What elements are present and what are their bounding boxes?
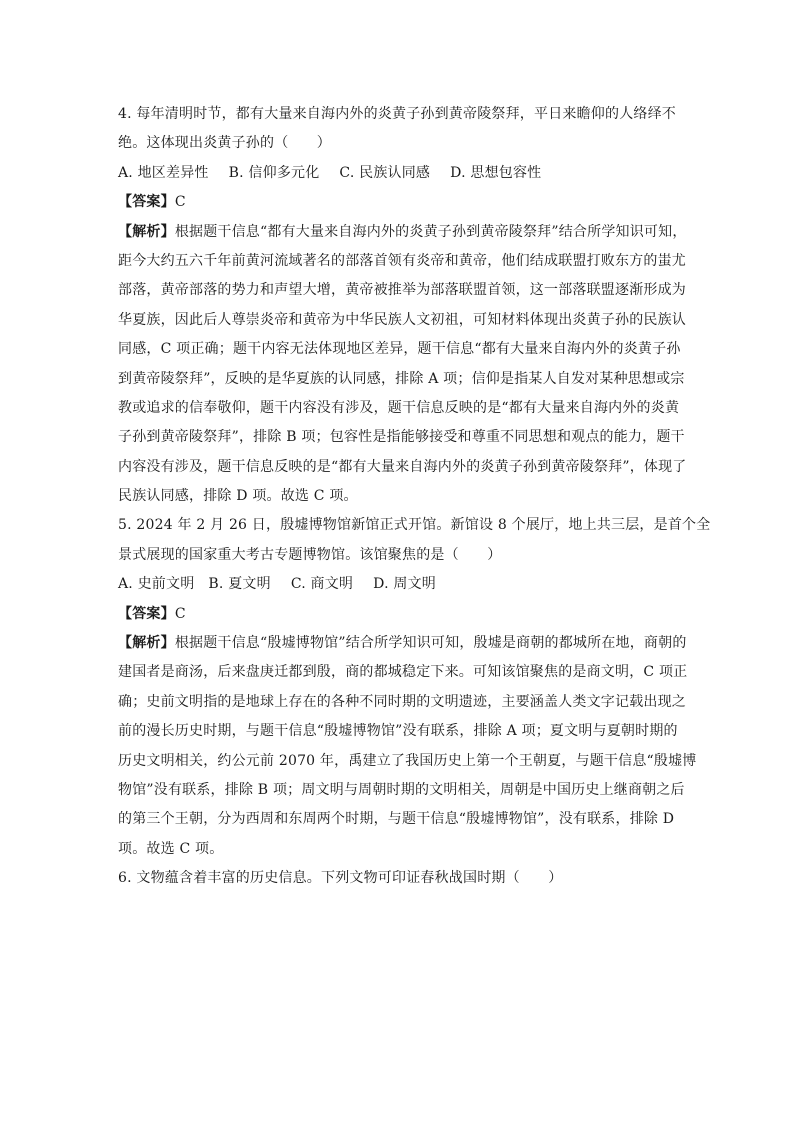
q4-analysis-line-9: 内容没有涉及，题干信息反映的是“都有大量来自海内外的炎黄子孙到黄帝陵祭拜”，体现了 [118,458,687,475]
q5-analysis-text-1: 根据题干信息“殷墟博物馆”结合所学知识可知，殷墟是商朝的都城所在地，商朝的 [174,635,687,652]
q5-answer-value: C [174,605,186,622]
q4-analysis-line-10: 民族认同感，排除 D 项。故选 C 项。 [118,488,358,505]
q4-analysis-line-3: 部落，黄帝部落的势力和声望大增，黄帝被推举为部落联盟首领，这一部落联盟逐渐形成为 [118,282,686,299]
q4-option-d: D. 思想包容性 [450,164,542,181]
q4-analysis-tag: 【解析】 [118,223,175,240]
q5-option-d: D. 周文明 [373,576,436,593]
q5-analysis-line-2: 建国者是商汤，后来盘庚迁都到殷，商的都城稳定下来。可知该馆聚焦的是商文明，C 项正 [118,664,688,681]
q4-stem-line-2: 绝。这体现出炎黄子孙的（ ） [118,135,331,152]
q5-analysis-tag: 【解析】 [118,635,175,652]
q5-option-c: C. 商文明 [290,576,354,593]
q4-stem-line-1: 4. 每年清明时节，都有大量来自海内外的炎黄子孙到黄帝陵祭拜，平日来瞻仰的人络绎不 [118,106,677,122]
q4-option-b: B. 信仰多元化 [228,164,320,181]
q4-answer-value: C [174,194,186,211]
q4-analysis-line-5: 同感，C 项正确；题干内容无法体现地区差异，题干信息“都有大量来自海内外的炎黄子孙 [118,341,681,358]
q6-stem-line-1: 6. 文物蕴含着丰富的历史信息。下列文物可印证春秋战国时期（ ） [118,870,563,887]
q4-analysis-line-1 [118,218,687,247]
q5-analysis-line-4: 前的漫长历史时期，与题干信息“殷墟博物馆”没有联系，排除 A 项；夏文明与夏朝时期的 [118,723,678,740]
q4-analysis-line-6: 到黄帝陵祭拜”，反映的是华夏族的认同感，排除 A 项；信仰是指某人自发对某种思想或宗 [118,370,685,387]
q4-option-c: C. 民族认同感 [339,164,431,181]
q5-options [118,570,678,599]
q5-analysis-line-7: 的第三个王朝，分为西周和东周两个时期，与题干信息“殷墟博物馆”，没有联系，排除 D [118,811,675,828]
q5-analysis-line-8: 项。故选 C 项。 [118,840,224,857]
q5-option-a: A. 史前文明 [118,576,195,593]
q4-analysis-line-8: 子孙到黄帝陵祭拜”，排除 B 项；包容性是指能够接受和尊重不同思想和观点的能力，题干 [118,429,685,446]
q4-analysis-text-1: 根据题干信息“都有大量来自海内外的炎黄子孙到黄帝陵祭拜”结合所学知识可知， [174,223,687,240]
q4-analysis-line-2: 距今大约五六千年前黄河流域著名的部落首领有炎帝和黄帝，他们结成联盟打败东方的蚩尤 [118,252,686,269]
q4-option-a: A. 地区差异性 [118,164,209,181]
q5-answer-tag: 【答案】 [118,605,175,622]
q5-answer [118,600,678,629]
q5-analysis-line-3: 确；史前文明指的是地球上存在的各种不同时期的文明遗迹，主要涵盖人类文字记载出现之 [118,693,686,710]
q5-stem-line-1: 5. 2024 年 2 月 26 日，殷墟博物馆新馆正式开馆。新馆设 8 个展厅，地上共三层，是首个全 [118,517,711,534]
q4-answer [118,188,678,217]
q5-stem-line-2: 景式展现的国家重大考古专题博物馆。该馆聚焦的是（ ） [118,546,502,563]
q4-analysis-line-7: 教或追求的信奉敬仰，题干内容没有涉及，题干信息反映的是“都有大量来自海内外的炎黄 [118,399,680,416]
q4-options [118,159,678,188]
q4-answer-tag: 【答案】 [118,194,175,211]
q5-option-b: B. 夏文明 [208,576,271,593]
q5-analysis-line-1 [118,629,687,658]
q5-analysis-line-6: 物馆”没有联系，排除 B 项；周文明与周朝时期的文明相关，周朝是中国历史上继商朝之后 [118,781,685,798]
q5-analysis-line-5: 历史文明相关，约公元前 2070 年，禹建立了我国历史上第一个王朝夏，与题干信息“殷墟博 [118,752,697,769]
question-content [118,100,711,894]
q4-analysis-line-4: 华夏族，因此后人尊崇炎帝和黄帝为中华民族人文初祖，可知材料体现出炎黄子孙的民族认 [118,311,686,328]
